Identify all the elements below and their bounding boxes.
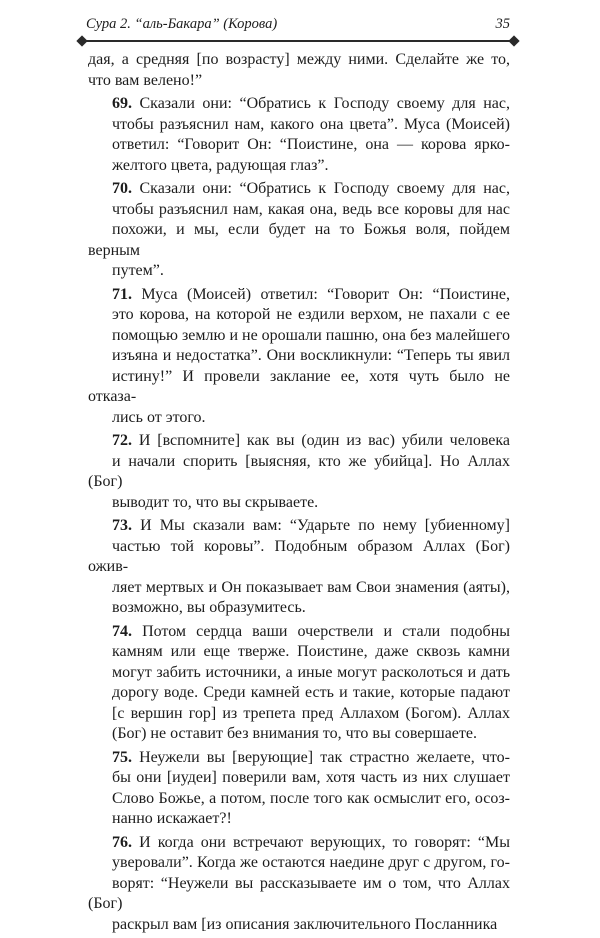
- verse-number: 71.: [112, 285, 132, 303]
- verse-72: [88, 431, 510, 513]
- text-line: [88, 789, 510, 810]
- text-line: [88, 220, 510, 261]
- text-line: [88, 683, 510, 704]
- line-text: камням или еще тверже. Поистине, даже сквозь камни: [112, 643, 510, 660]
- header-divider: [82, 40, 514, 42]
- line-text: путем”.: [112, 262, 164, 279]
- line-text: Слово Божье, а потом, после того как осмыслит его, осоз-: [112, 789, 510, 807]
- line-text: чтобы разъяснил нам, какая она, ведь все коровы для нас: [112, 200, 510, 218]
- text-line: [88, 748, 510, 769]
- line-text: Потом сердца ваши очерствели и стали подобны: [142, 622, 511, 640]
- verse-76: [88, 833, 510, 936]
- line-text: уверовали”. Когда же остаются наедине друг с другом, го-: [112, 854, 510, 871]
- text-line: [88, 809, 510, 830]
- line-text: возможно, вы образумитесь.: [112, 599, 306, 616]
- verse-number: 75.: [112, 748, 132, 766]
- running-header: [82, 14, 514, 40]
- text-line: [88, 704, 510, 725]
- text-line: [88, 261, 510, 282]
- text-line: [88, 537, 510, 578]
- line-text: дая, а средняя [по возрасту] между ними. Сделайте же то,: [88, 51, 510, 68]
- line-text: частью той коровы”. Подобным образом Аллах (Бог) ожив-: [88, 537, 510, 575]
- line-text: И [вспомните] как вы (один из вас) убили человека: [138, 432, 511, 449]
- verse-71: [88, 285, 510, 429]
- text-line: [88, 346, 510, 367]
- verse-75: [88, 748, 510, 830]
- page-number: 35: [495, 16, 510, 32]
- verse-number: 72.: [112, 432, 132, 449]
- verse-74: [88, 622, 510, 745]
- text-line: [88, 94, 510, 115]
- text-line: [88, 452, 510, 493]
- text-line: [88, 833, 510, 854]
- verse-number: 76.: [112, 833, 132, 851]
- text-line: [88, 642, 510, 663]
- text-line: [88, 724, 510, 745]
- chapter-title: Сура 2. “аль-Бакара” (Корова): [86, 16, 278, 32]
- verse-69: [88, 94, 510, 176]
- text-line: [88, 915, 510, 936]
- text-line: [88, 598, 510, 619]
- text-line: [88, 200, 510, 221]
- verse-number: 69.: [112, 95, 132, 112]
- verse-number: 74.: [112, 622, 132, 640]
- text-line: [88, 408, 510, 429]
- verse-continuation: [88, 50, 510, 91]
- line-text: желтого цвета, радующая глаз”.: [112, 156, 329, 174]
- text-line: [88, 874, 510, 915]
- line-text: изъяна и недостатка”. Они воскликнули: “Теперь ты явил: [112, 347, 510, 364]
- line-text: [с вершин гор] из трепета пред Аллахом (Богом). Аллах: [112, 704, 510, 722]
- line-text: это корова, на которой не ездили верхом, не пахали с ее: [112, 306, 510, 323]
- text-line: [88, 493, 510, 514]
- line-text: ляет мертвых и Он показывает вам Свои знамения (аяты),: [112, 578, 510, 596]
- line-text: лись от этого.: [112, 408, 206, 426]
- verse-70: [88, 179, 510, 282]
- page-body: [88, 50, 510, 938]
- verse-number: 70.: [112, 180, 132, 197]
- text-line: [88, 622, 510, 643]
- text-line: [88, 156, 510, 177]
- line-text: бы они [иудеи] поверили вам, хотя часть из них слушает: [112, 769, 510, 786]
- line-text: Сказали они: “Обратись к Господу своему для нас,: [139, 180, 510, 197]
- text-line: [88, 115, 510, 136]
- line-text: ответил: “Говорит Он: “Поистине, она — корова ярко-: [112, 136, 510, 153]
- text-line: [88, 768, 510, 789]
- text-line: [88, 50, 510, 71]
- line-text: раскрыл вам [из описания заключительного Посланника: [112, 915, 498, 933]
- text-line: [88, 578, 510, 599]
- line-text: истину!” И провели заклание ее, хотя чуть было не отказа-: [88, 367, 510, 405]
- line-text: похожи, и мы, если будет на то Божья воля, пойдем верным: [88, 221, 510, 259]
- text-line: [88, 179, 510, 200]
- line-text: нанно искажает?!: [112, 810, 232, 827]
- line-text: Неужели вы [верующие] так страстно желаете, что-: [139, 748, 511, 766]
- text-line: [88, 305, 510, 326]
- line-text: (Бог) не оставит без внимания то, что вы совершаете.: [112, 725, 477, 742]
- line-text: что вам велено!”: [88, 71, 203, 89]
- text-line: [88, 285, 510, 306]
- line-text: Муса (Моисей) ответил: “Говорит Он: “Поистине,: [141, 285, 511, 303]
- line-text: И когда они встречают верующих, то говорят: “Мы: [139, 833, 511, 851]
- line-text: чтобы разъяснил нам, какого она цвета”. Муса (Моисей): [112, 115, 510, 133]
- text-line: [88, 135, 510, 156]
- line-text: дорогу воде. Среди камней есть и такие, которые падают: [112, 684, 510, 701]
- verse-73: [88, 516, 510, 619]
- text-line: [88, 71, 510, 92]
- line-text: выводит то, что вы скрываете.: [112, 493, 319, 511]
- line-text: ворят: “Неужели вы рассказываете им о том, что Аллах (Бог): [88, 874, 510, 912]
- text-line: [88, 367, 510, 408]
- text-line: [88, 516, 510, 537]
- text-line: [88, 326, 510, 347]
- verse-number: 73.: [112, 517, 132, 534]
- line-text: помощью землю и не орошали пашню, она без малейшего: [112, 326, 510, 344]
- line-text: И Мы сказали вам: “Ударьте по нему [убиенному]: [140, 517, 510, 534]
- line-text: могут забить источники, а иные могут расколоться и дать: [112, 663, 510, 681]
- text-line: [88, 431, 510, 452]
- line-text: Сказали они: “Обратись к Господу своему для нас,: [139, 95, 510, 112]
- text-line: [88, 853, 510, 874]
- text-line: [88, 663, 510, 684]
- line-text: и начали спорить [выясняя, кто же убийца]. Но Аллах (Бог): [88, 452, 510, 490]
